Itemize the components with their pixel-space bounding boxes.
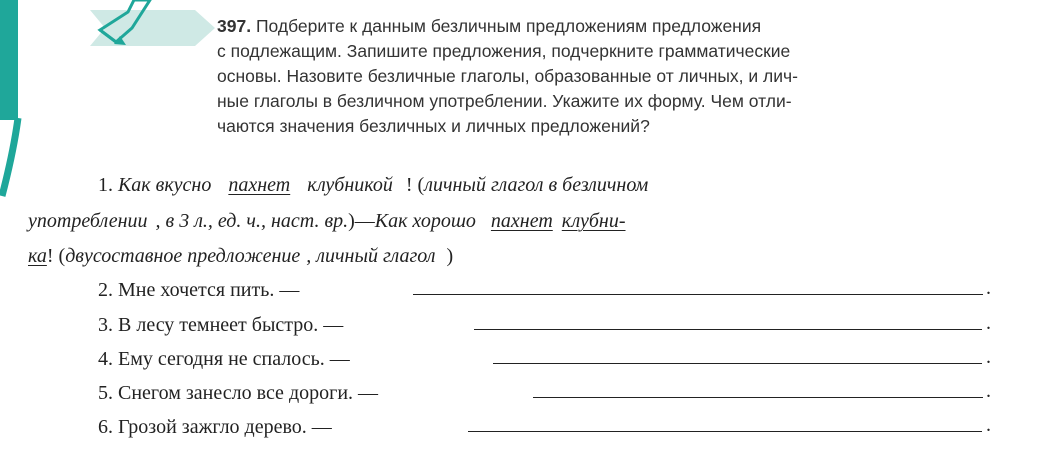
- task-line: с подлежащим. Запишите предложения, подчеркните грамматические: [217, 41, 791, 61]
- task-line: основы. Назовите безличные глаголы, образованные от личных, и лич-: [217, 66, 798, 86]
- answer-line[interactable]: [493, 363, 982, 364]
- exercise-badge: [70, 0, 230, 55]
- end-mark: .: [986, 346, 991, 368]
- side-accent-bar: [0, 0, 18, 120]
- task-statement: [217, 14, 997, 139]
- underlined-predicate: пахнет: [490, 210, 553, 232]
- end-mark: .: [986, 277, 991, 299]
- end-mark: .: [986, 380, 991, 402]
- exercise-item: 2. Мне хочется пить. —: [98, 279, 300, 301]
- answer-line[interactable]: [468, 431, 982, 432]
- underlined-subject: ка: [28, 245, 47, 267]
- underlined-predicate: пахнет: [228, 174, 291, 196]
- underlined-subject: клубни-: [561, 210, 626, 232]
- exercise-item: 4. Ему сегодня не спалось. —: [98, 348, 350, 370]
- answer-line[interactable]: [533, 397, 983, 398]
- task-number: 397.: [217, 16, 252, 36]
- example-line-1: 1. Как вкусно пахнет клубникой ! (личный глагол в безличном: [98, 174, 649, 196]
- exercise-item: 5. Снегом занесло все дороги. —: [98, 382, 379, 404]
- answer-line[interactable]: [413, 294, 983, 295]
- task-line: чаются значения безличных и личных предложений?: [217, 116, 650, 136]
- end-mark: .: [986, 414, 991, 436]
- example-line-2: употреблении , в 3 л., ед. ч., наст. вр.)—Как хорошо пахнет клубни-: [28, 210, 626, 232]
- task-line: ные глаголы в безличном употреблении. Укажите их форму. Чем отли-: [217, 91, 792, 111]
- end-mark: .: [986, 312, 991, 334]
- exercise-item: 6. Грозой зажгло дерево. —: [98, 416, 332, 438]
- task-line: Подберите к данным безличным предложениям предложения: [255, 16, 762, 36]
- example-line-3: ка! (двусоставное предложение , личный глагол ): [28, 245, 454, 267]
- side-accent-curve: [0, 118, 40, 198]
- answer-line[interactable]: [474, 329, 982, 330]
- exercise-item: 3. В лесу темнеет быстро. —: [98, 314, 344, 336]
